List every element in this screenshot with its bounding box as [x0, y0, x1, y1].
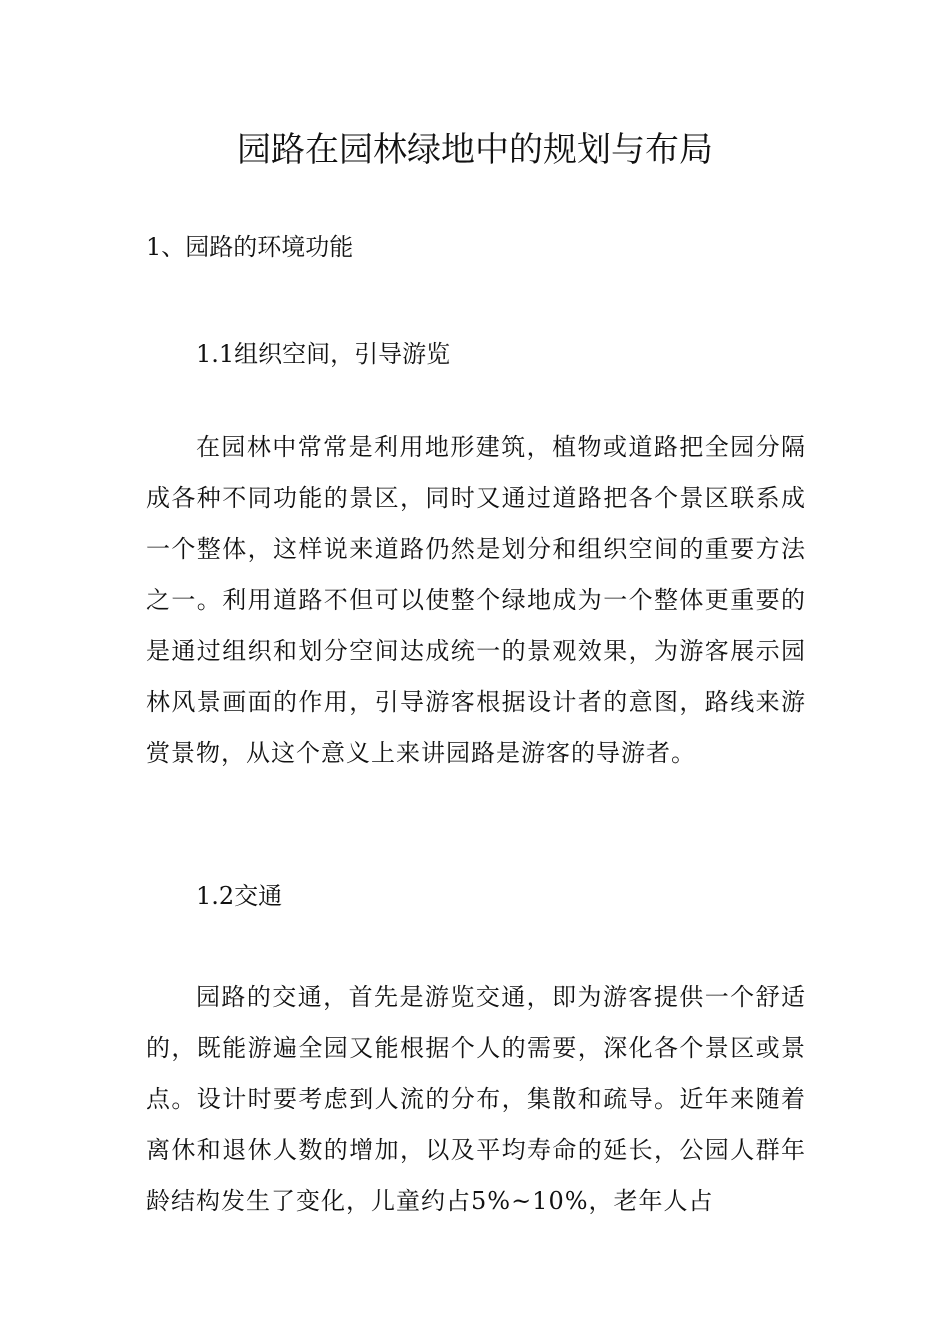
subsection-heading-1-2: 1.2交通: [196, 882, 283, 910]
subsection-heading-1-1: 1.1组织空间，引导游览: [196, 340, 451, 368]
paragraph-organize-space: 在园林中常常是利用地形建筑，植物或道路把全园分隔成各种不同功能的景区，同时又通过道路把各个景区联系成一个整体，这样说来道路仍然是划分和组织空间的重要方法之一。利用道路不但可以使整个绿地成为一个整体更重要的是通过组织和划分空间达成统一的景观效果，为游客展示园林风景画面的作用，引导游客根据设计者的意图，路线来游赏景物，从这个意义上来讲园路是游客的导游者。: [146, 433, 806, 767]
section-heading-1: 1、园路的环境功能: [146, 233, 354, 261]
document-title: 园路在园林绿地中的规划与布局: [237, 130, 713, 170]
paragraph-traffic: 园路的交通，首先是游览交通，即为游客提供一个舒适的，既能游遍全园又能根据个人的需要，深化各个景区或景点。设计时要考虑到人流的分布，集散和疏导。近年来随着离休和退休人数的增加，以及平均寿命的延长，公园人群年龄结构发生了变化，儿童约占5%~10%，老年人占: [146, 983, 806, 1215]
